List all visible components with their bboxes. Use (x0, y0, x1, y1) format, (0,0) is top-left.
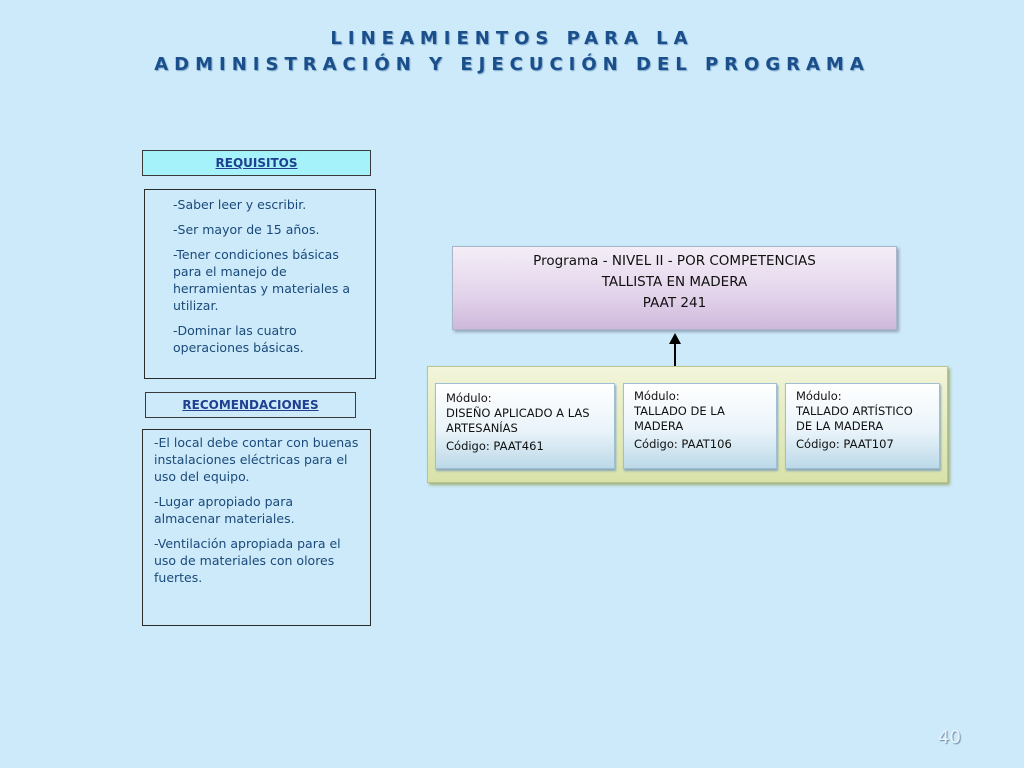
requisitos-box (144, 189, 376, 379)
page-number: 40 (938, 727, 961, 748)
recomendacion-item: -Lugar apropiado para almacenar materiales. (154, 494, 295, 526)
modulo-label: Módulo: (446, 391, 492, 405)
requisito-item: -Tener condiciones básicas para el manejo de herramientas y materiales a utilizar. (173, 247, 351, 313)
programa-line-2: TALLISTA EN MADERA (601, 274, 748, 290)
recomendacion-item: -Ventilación apropiada para el uso de materiales con olores fuertes. (154, 536, 341, 585)
title-line-1: LINEAMIENTOS PARA LA (330, 28, 694, 49)
programa-box (452, 246, 897, 330)
programa-line-3: PAAT 241 (642, 295, 707, 311)
recomendaciones-header: RECOMENDACIONES (145, 392, 356, 418)
requisito-item: -Dominar las cuatro operaciones básicas. (173, 323, 304, 355)
recomendacion-item: -El local debe contar con buenas instalaciones eléctricas para el uso del equipo. (154, 435, 359, 484)
modulo-label: Módulo: (634, 389, 680, 403)
modulo-box-2 (623, 383, 777, 469)
modulo-name: DISEÑO APLICADO A LAS ARTESANÍAS (446, 406, 590, 435)
connector-arrow-line (674, 343, 676, 367)
title-line-2: ADMINISTRACIÓN Y EJECUCIÓN DEL PROGRAMA (154, 54, 870, 75)
modulo-code: Código: PAAT107 (796, 437, 894, 451)
modulo-name: TALLADO ARTÍSTICO DE LA MADERA (796, 404, 913, 433)
requisitos-header: REQUISITOS (142, 150, 371, 176)
modulo-code: Código: PAAT461 (446, 439, 544, 453)
modulo-box-3 (785, 383, 940, 469)
requisito-item: -Saber leer y escribir. (173, 197, 307, 212)
modulo-code: Código: PAAT106 (634, 437, 732, 451)
programa-line-1: Programa - NIVEL II - POR COMPETENCIAS (533, 253, 816, 269)
connector-arrow-head (669, 333, 681, 344)
modulo-name: TALLADO DE LA MADERA (634, 404, 725, 433)
modulo-box-1 (435, 383, 615, 469)
requisito-item: -Ser mayor de 15 años. (173, 222, 320, 237)
recomendaciones-box (142, 429, 371, 626)
modulo-label: Módulo: (796, 389, 842, 403)
